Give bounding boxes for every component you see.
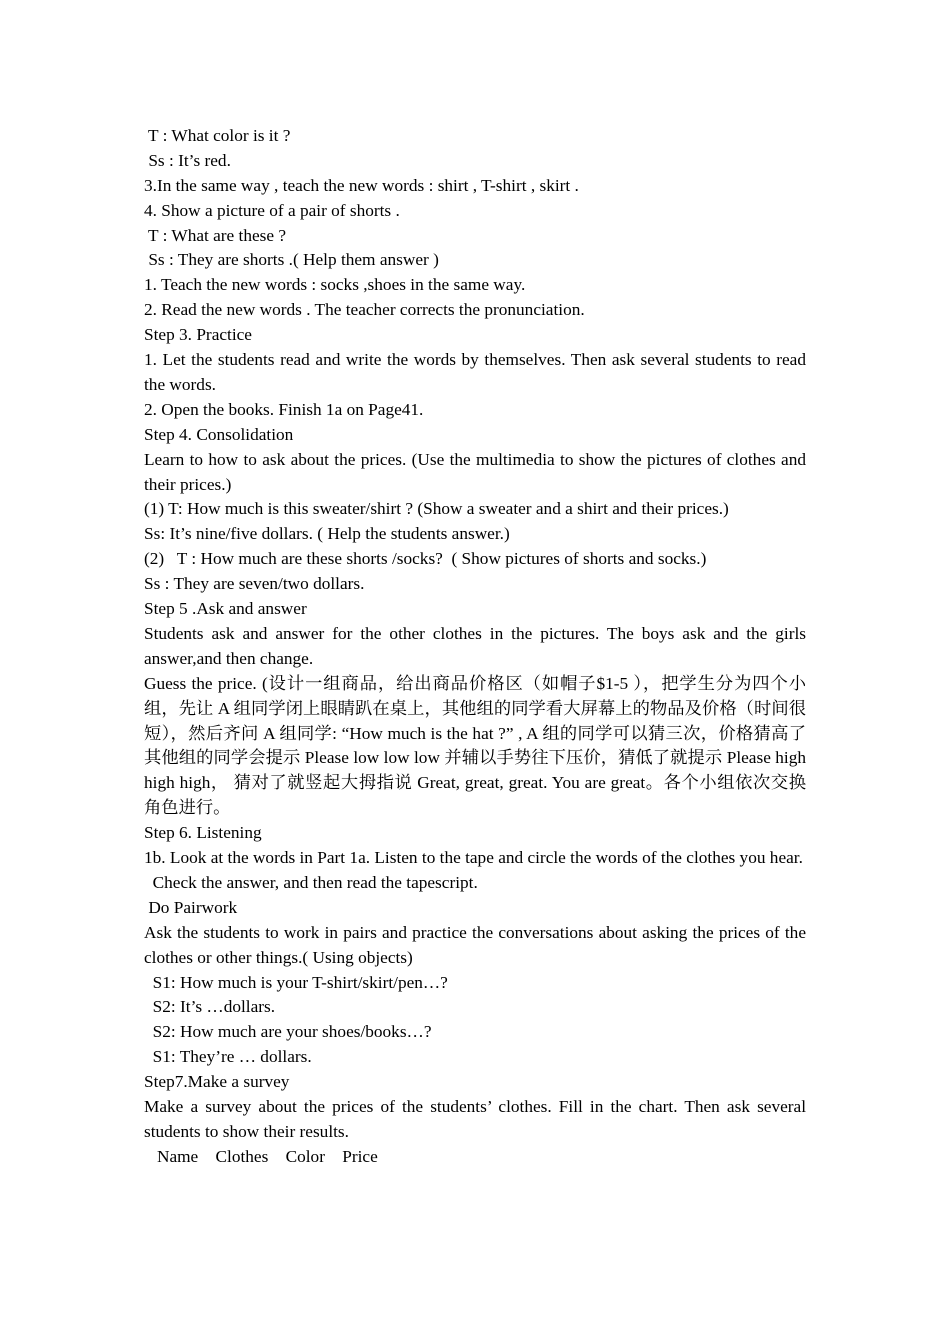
instruction-paragraph: Ask the students to work in pairs and practice the conversations about asking the prices of the clothes or other things.( Using objects) (144, 922, 806, 967)
instruction-line: 3.In the same way , teach the new words : shirt , T-shirt , skirt . (144, 175, 579, 195)
section-heading: Do Pairwork (144, 897, 238, 917)
dialogue-line: (2) T : How much are these shorts /socks? ( Show pictures of shorts and socks.) (144, 549, 707, 569)
instruction-paragraph: 1b. Look at the words in Part 1a. Listen to the tape and circle the words of the clothes you hear. (144, 848, 803, 868)
instruction-paragraph: 1. Let the students read and write the words by themselves. Then ask several students to read the words. (144, 350, 806, 394)
instruction-line: 4. Show a picture of a pair of shorts . (144, 200, 400, 220)
dialogue-line: Ss : They are shorts .( Help them answer ) (144, 250, 439, 270)
step-heading: Step 3. Practice (144, 325, 252, 345)
instruction-paragraph: Make a survey about the prices of the students’ clothes. Fill in the chart. Then ask several students to show their results. (144, 1096, 806, 1141)
instruction-paragraph: Learn to how to ask about the prices. (Use the multimedia to show the pictures of clothes and their prices.) (144, 449, 806, 494)
dialogue-line: S2: It’s …dollars. (144, 997, 276, 1017)
instruction-line: 1. Teach the new words : socks ,shoes in the same way. (144, 275, 526, 295)
dialogue-line: Ss : It’s red. (144, 150, 231, 170)
dialogue-line: T : What color is it ? (144, 126, 291, 145)
step-heading: Step 6. Listening (144, 823, 262, 843)
instruction-line: 2. Read the new words . The teacher corrects the pronunciation. (144, 300, 585, 320)
instruction-line: 2. Open the books. Finish 1a on Page41. (144, 399, 424, 419)
instruction-paragraph: Students ask and answer for the other clothes in the pictures. The boys ask and the girls answer,and then change. (144, 623, 806, 668)
instruction-line: Check the answer, and then read the tapescript. (144, 872, 478, 892)
dialogue-line: Ss: It’s nine/five dollars. ( Help the students answer.) (144, 524, 510, 544)
survey-chart-header: Name Clothes Color Price (144, 1146, 378, 1166)
dialogue-line: T : What are these ? (144, 225, 287, 245)
dialogue-line: Ss : They are seven/two dollars. (144, 574, 365, 594)
step-heading: Step 5 .Ask and answer (144, 598, 307, 618)
dialogue-line: (1) T: How much is this sweater/shirt ? (Show a sweater and a shirt and their prices.) (144, 499, 729, 519)
step-heading: Step 4. Consolidation (144, 424, 294, 444)
activity-paragraph: Guess the price. (设计一组商品，给出商品价格区（如帽子$1-5 ），把学生分为四个小组，先让 A 组同学闭上眼睛趴在桌上，其他组的同学看大屏幕上的物品及价格（时间很短），然后齐问 A 组同学: “How much is the hat ?” , A 组的同学可以猜三次，价格猜高了其他组的同学会提示 Please low low low 并辅以手势往下压价，猜低了就提示 Please high high high， 猜对了就竖起大拇指说 Great, great, great. You are great。各个小组依次交换角色进行。 (144, 673, 806, 818)
dialogue-line: S1: How much is your T-shirt/skirt/pen…? (144, 972, 448, 992)
dialogue-line: S1: They’re … dollars. (144, 1047, 312, 1067)
step-heading: Step7.Make a survey (144, 1072, 290, 1092)
document-page (144, 124, 806, 1170)
dialogue-line: S2: How much are your shoes/books…? (144, 1022, 432, 1042)
